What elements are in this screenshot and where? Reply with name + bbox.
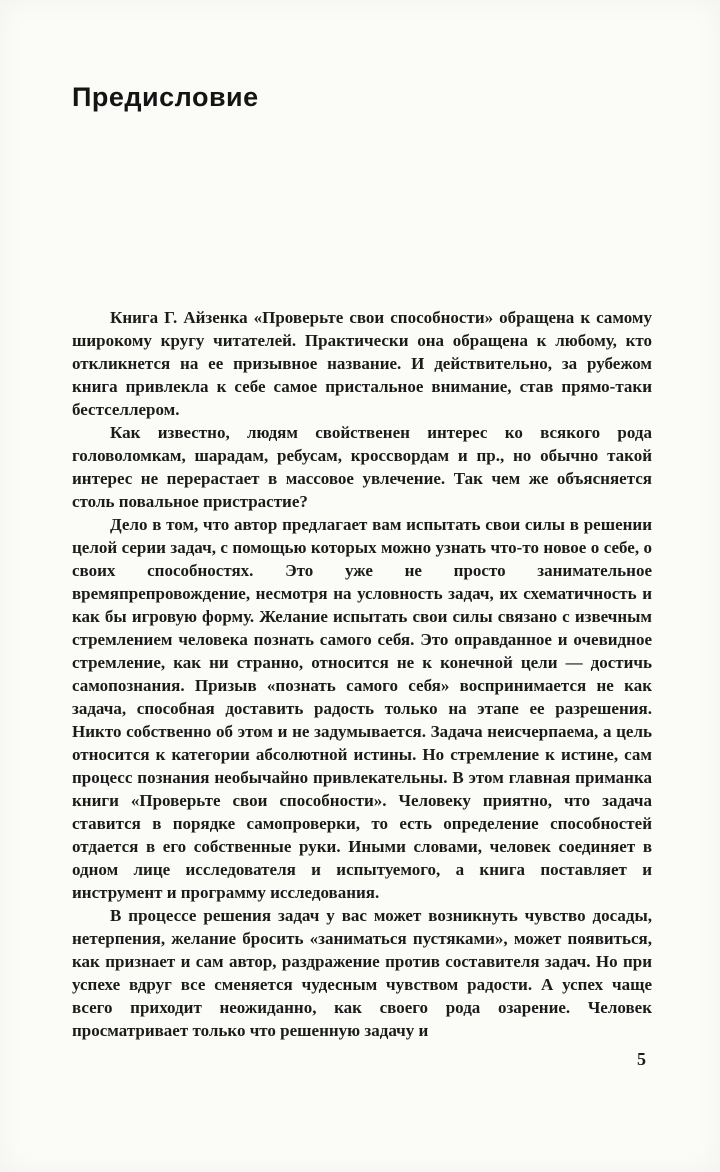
chapter-title: Предисловие [72, 82, 259, 112]
paragraph: Как известно, людям свойственен интерес ко всякого рода головоломкам, шарадам, ребусам, кроссвордам и пр., но обычно такой интерес не перерастает в массовое увлечение. Так чем же объясняется столь повальное пристрастие? [72, 423, 652, 511]
page-number: 5 [637, 1049, 646, 1069]
paragraph: Дело в том, что автор предлагает вам испытать свои силы в решении целой серии задач, с помощью которых можно узнать что-то новое о себе, о своих способностях. Это уже не просто занимательное времяпрепровождение, несмотря на условность задач, их схематичность и как бы игровую форму. Желание испытать свои силы связано с извечным стремлением человека познать самого себя. Это оправданное и очевидное стремление, как ни странно, относится не к конечной цели — достичь самопознания. Призыв «познать самого себя» воспринимается не как задача, способная доставить радость только на этапе ее разрешения. Никто собственно об этом и не задумывается. Задача неисчерпаема, а цель относится к категории абсолютной истины. Но стремление к истине, сам процесс познания необычайно привлекательны. В этом главная приманка книги «Проверьте свои способности». Человеку приятно, что задача ставится в порядке самопроверки, то есть определение способностей отдается в его собственные руки. Иными словами, человек соединяет в одном лице исследователя и испытуемого, а книга поставляет и инструмент и программу исследования. [72, 515, 652, 902]
body-text [72, 306, 652, 1042]
paragraph: Книга Г. Айзенка «Проверьте свои способности» обращена к самому широкому кругу читателей. Практически она обращена к любому, кто откликнется на ее призывное название. И действительно, за рубежом книга привлекла к себе самое пристальное внимание, став прямо-таки бестселлером. [72, 308, 652, 419]
paragraph: В процессе решения задач у вас может возникнуть чувство досады, нетерпения, желание бросить «заниматься пустяками», может появиться, как признает и сам автор, раздражение против составителя задач. Но при успехе вдруг все сменяется чудесным чувством радости. А успех чаще всего приходит неожиданно, как своего рода озарение. Человек просматривает только что решенную задачу и [72, 906, 652, 1040]
